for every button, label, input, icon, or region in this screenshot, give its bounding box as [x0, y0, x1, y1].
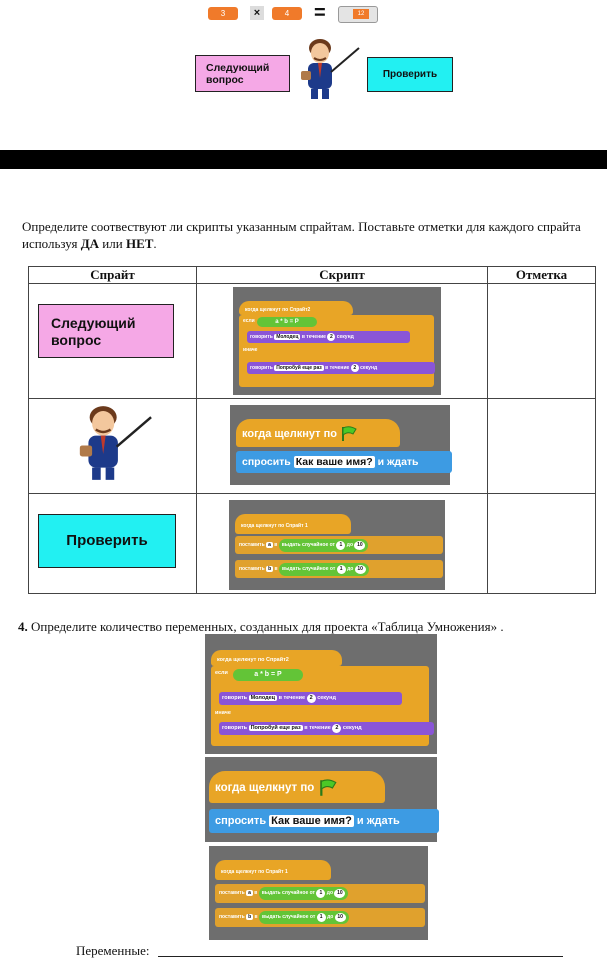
q4-green-flag-icon — [318, 779, 338, 797]
q4-ask-block: спросить Как ваше имя? и ждать — [209, 809, 439, 833]
table-check-sprite: Проверить — [38, 514, 176, 568]
col-script: Скрипт — [197, 267, 488, 284]
black-divider-bar — [0, 150, 607, 169]
hat-block-sprite1: когда щелкнут по Спрайт 1 — [235, 514, 351, 534]
script-panel-3 — [229, 500, 445, 590]
ask-block: спросить Как ваше имя? и ждать — [236, 451, 452, 473]
task-text: Определите соотвествуют ли скрипты указанным спрайтам. Поставьте отметки для каждого спрайта используя — [22, 219, 581, 251]
multiply-sign: × — [250, 6, 264, 20]
task-paragraph — [22, 218, 602, 252]
task-no: НЕТ — [125, 236, 154, 251]
number-b-block: 4 — [272, 7, 302, 20]
answer-value: 12 — [353, 9, 369, 19]
q4-say-block-1: говорить Молодец в течение 2 секунд — [219, 692, 402, 705]
q4-hat-sprite1: когда щелкнут по Спрайт 1 — [215, 860, 331, 880]
q4-set-block-a: поставить a в выдать случайное от 1 до 10 — [215, 884, 425, 903]
q4-if-label: если — [215, 670, 228, 676]
q4-script-panel-2 — [205, 757, 437, 842]
answer-field[interactable] — [338, 6, 378, 23]
set-block-b: поставить b в выдать случайное от 1 до 10 — [235, 560, 443, 578]
q4-else-label: иначе — [215, 710, 231, 716]
say-block-1: говорить Молодец в течение 2 секунд — [247, 331, 410, 343]
question-4-number: 4. — [18, 619, 28, 634]
col-sprite: Спрайт — [29, 267, 197, 284]
if-label: если — [243, 318, 255, 324]
question-4-text: Определите количество переменных, созданных для проекта «Таблица Умножения» . — [31, 619, 504, 634]
condition-block: a * b = P — [257, 317, 317, 327]
variables-label: Переменные: — [76, 943, 150, 958]
teacher-character — [293, 34, 363, 104]
q4-say-block-2: говорить Попробуй еще раз в течение 2 секунд — [219, 722, 434, 735]
equals-sign: = — [314, 2, 326, 24]
q4-condition-block: a * b = P — [233, 669, 303, 681]
check-button[interactable]: Проверить — [367, 57, 453, 92]
q4-hat-flag: когда щелкнут по — [209, 771, 385, 803]
question-4 — [18, 618, 603, 635]
task-yes: ДА — [80, 236, 100, 251]
cell-mark-3[interactable] — [488, 494, 596, 594]
else-label: иначе — [243, 347, 258, 353]
q4-script-panel-1 — [205, 634, 437, 754]
q4-set-block-b: поставить b в выдать случайное от 1 до 10 — [215, 908, 425, 927]
task-end: . — [153, 236, 157, 251]
q4-script-panel-3 — [209, 846, 428, 940]
cell-mark-1[interactable] — [488, 284, 596, 399]
hat-block-flag: когда щелкнут по — [236, 419, 400, 447]
hat-block-sprite2: когда щелкнут по Спрайт2 — [239, 301, 353, 315]
q4-hat-sprite2: когда щелкнут по Спрайт2 — [211, 650, 342, 666]
say-block-2: говорить Попробуй еще раз в течение 2 секунд — [247, 362, 435, 374]
script-panel-2 — [230, 405, 450, 485]
table-teacher-sprite — [70, 400, 156, 486]
green-flag-icon — [340, 426, 358, 442]
task-or: или — [99, 236, 126, 251]
cell-mark-2[interactable] — [488, 399, 596, 494]
table-next-question-sprite: Следующий вопрос — [38, 304, 174, 358]
col-mark: Отметка — [488, 267, 596, 284]
next-question-button[interactable]: Следующий вопрос — [195, 55, 290, 92]
script-panel-1 — [233, 287, 441, 395]
number-a-block: 3 — [208, 7, 238, 20]
set-block-a: поставить a в выдать случайное от 1 до 10 — [235, 536, 443, 554]
variables-answer-line[interactable] — [158, 956, 563, 957]
